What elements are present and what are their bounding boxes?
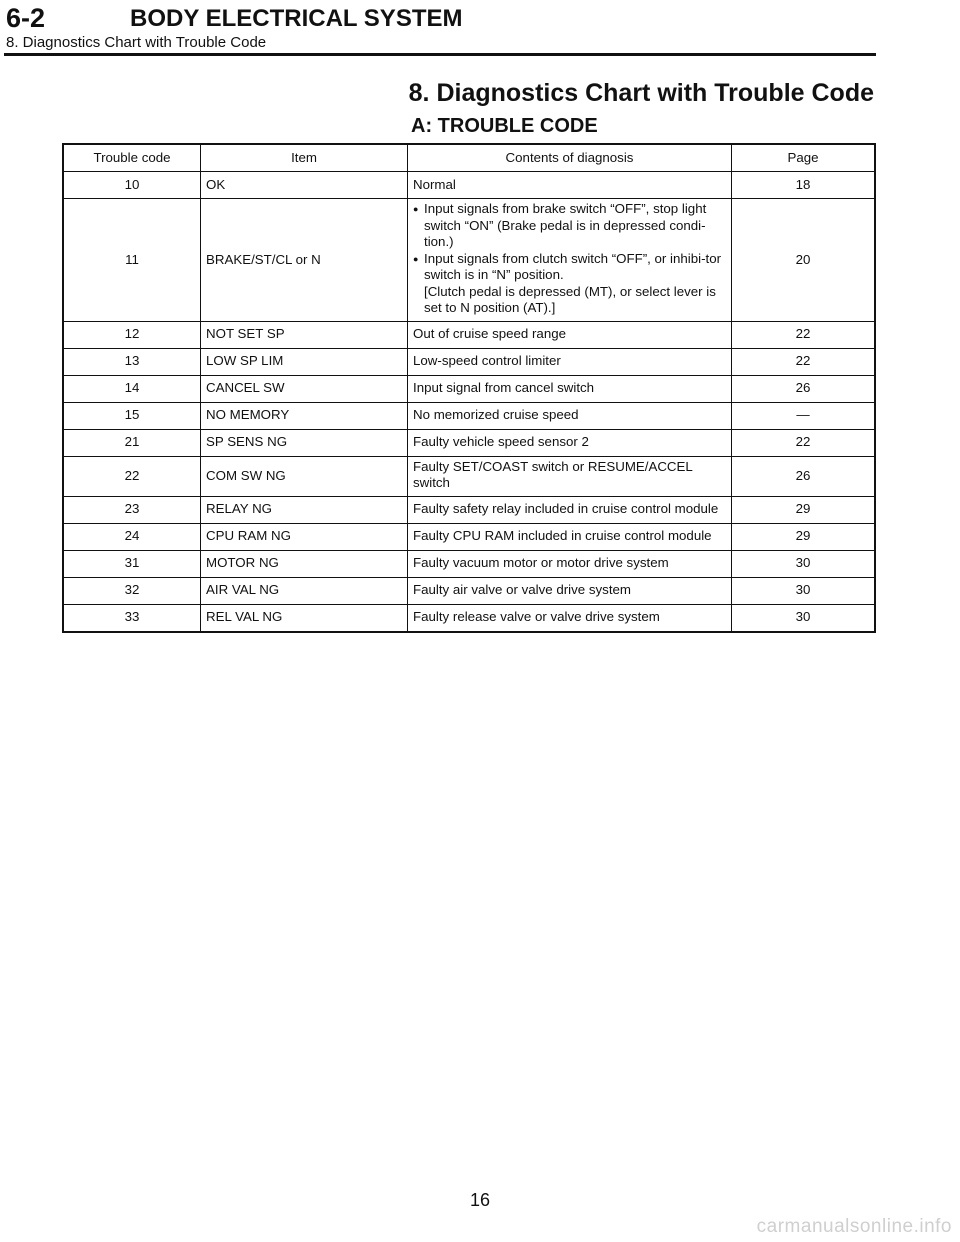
row-item: COM SW NG [201,456,408,496]
header-rule [4,53,876,56]
row-page: 22 [732,321,876,348]
bullet-item [413,201,726,251]
table-row [63,496,875,523]
row-content: Faulty CPU RAM included in cruise control module [408,523,732,550]
header-trouble-code: Trouble code [63,144,201,172]
row-code: 11 [63,199,201,322]
row-code: 31 [63,550,201,577]
row-page: 30 [732,550,876,577]
row-page: 22 [732,429,876,456]
row-content [408,199,732,322]
row-code: 15 [63,402,201,429]
row-code: 12 [63,321,201,348]
table-row [63,348,875,375]
table-row [63,523,875,550]
trouble-code-table [62,143,876,633]
note-text: [Clutch pedal is depressed (MT), or select lever is set to N position (AT).] [424,283,716,315]
row-content: No memorized cruise speed [408,402,732,429]
row-item: OK [201,172,408,199]
table-row [63,429,875,456]
row-content: Low-speed control limiter [408,348,732,375]
bullet-icon: ● [413,204,419,214]
row-code: 13 [63,348,201,375]
bullet-note [413,284,726,317]
bullet-text: Input signals from brake switch “OFF”, stop light switch “ON” (Brake pedal is in depressed condi-tion.) [424,201,707,249]
page-number: 16 [469,1190,491,1210]
table-row [63,321,875,348]
row-item: NO MEMORY [201,402,408,429]
header-subtitle: 8. Diagnostics Chart with Trouble Code [6,34,267,51]
row-content: Faulty vehicle speed sensor 2 [408,429,732,456]
row-page: — [732,402,876,429]
row-item: AIR VAL NG [201,577,408,604]
row-content: Faulty SET/COAST switch or RESUME/ACCEL switch [408,456,732,496]
row-content: Faulty vacuum motor or motor drive system [408,550,732,577]
header-contents: Contents of diagnosis [408,144,732,172]
table-row [63,375,875,402]
row-item: MOTOR NG [201,550,408,577]
watermark: carmanualsonline.info [756,1216,952,1237]
row-page: 30 [732,604,876,632]
row-code: 22 [63,456,201,496]
row-page: 29 [732,523,876,550]
row-item: CANCEL SW [201,375,408,402]
row-item: REL VAL NG [201,604,408,632]
table-row [63,456,875,496]
table-row [63,402,875,429]
table-row [63,550,875,577]
row-code: 10 [63,172,201,199]
row-item: SP SENS NG [201,429,408,456]
row-content: Out of cruise speed range [408,321,732,348]
row-content: Faulty release valve or valve drive system [408,604,732,632]
row-item: CPU RAM NG [201,523,408,550]
row-code: 21 [63,429,201,456]
row-code: 24 [63,523,201,550]
row-page: 18 [732,172,876,199]
row-page: 22 [732,348,876,375]
row-content: Faulty air valve or valve drive system [408,577,732,604]
bullet-icon: ● [413,253,419,264]
row-item: BRAKE/ST/CL or N [201,199,408,322]
table-header-row [63,144,875,172]
section-title: 8. Diagnostics Chart with Trouble Code [408,79,874,107]
row-code: 23 [63,496,201,523]
row-item: LOW SP LIM [201,348,408,375]
row-code: 32 [63,577,201,604]
header-page: Page [732,144,876,172]
table-row [63,199,875,322]
bullet-item [413,251,726,284]
bullet-text: Input signals from clutch switch “OFF”, or inhibi-tor switch is in “N” position. [424,250,722,282]
row-page: 30 [732,577,876,604]
subsection-title: A: TROUBLE CODE [411,115,598,137]
row-page: 26 [732,375,876,402]
row-content: Faulty safety relay included in cruise control module [408,496,732,523]
row-item: RELAY NG [201,496,408,523]
system-title: BODY ELECTRICAL SYSTEM [130,5,463,32]
section-code: 6-2 [6,3,46,33]
table-row [63,604,875,632]
row-content: Input signal from cancel switch [408,375,732,402]
row-page: 29 [732,496,876,523]
row-item: NOT SET SP [201,321,408,348]
header-item: Item [201,144,408,172]
table-row [63,577,875,604]
table-row [63,172,875,199]
row-page: 20 [732,199,876,322]
row-page: 26 [732,456,876,496]
row-content: Normal [408,172,732,199]
row-code: 33 [63,604,201,632]
row-code: 14 [63,375,201,402]
